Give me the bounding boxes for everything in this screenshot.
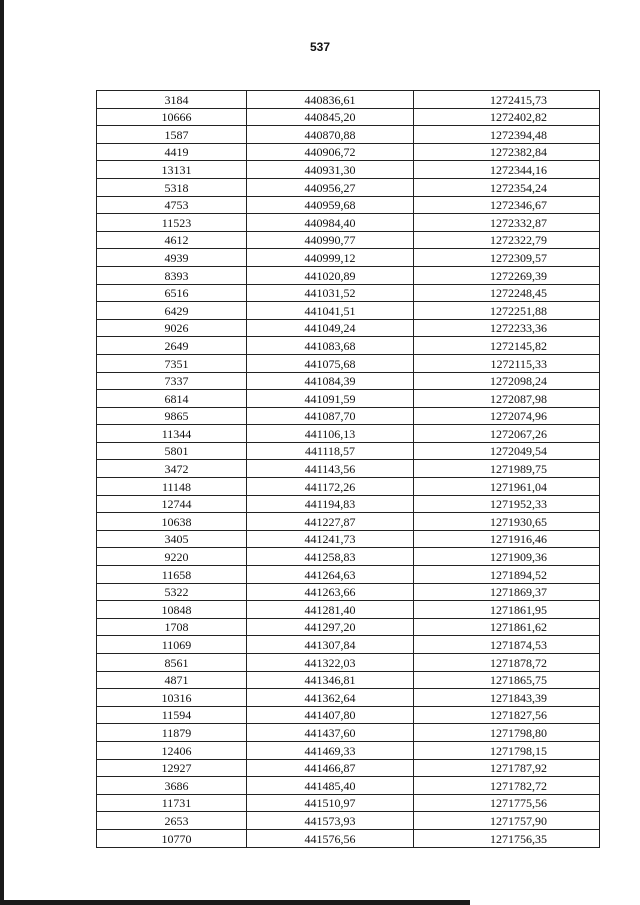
x-coordinate-cell: 441322,03 — [247, 654, 414, 672]
x-coordinate-cell: 440931,30 — [247, 161, 414, 179]
x-coordinate-cell: 441466,87 — [247, 759, 414, 777]
point-id-cell: 11523 — [97, 214, 247, 232]
y-coordinate-cell: 1271787,92 — [414, 759, 600, 777]
point-id-cell: 9865 — [97, 407, 247, 425]
y-coordinate-cell: 1271782,72 — [414, 777, 600, 795]
y-coordinate-cell: 1272415,73 — [414, 91, 600, 109]
point-id-cell: 2649 — [97, 337, 247, 355]
y-coordinate-cell: 1271798,80 — [414, 724, 600, 742]
table-row — [97, 214, 600, 232]
x-coordinate-cell: 441031,52 — [247, 284, 414, 302]
point-id-cell: 6814 — [97, 390, 247, 408]
point-id-cell: 10638 — [97, 513, 247, 531]
table-row — [97, 478, 600, 496]
point-id-cell: 8561 — [97, 654, 247, 672]
page-number: 537 — [309, 40, 331, 54]
y-coordinate-cell: 1271894,52 — [414, 566, 600, 584]
point-id-cell: 1587 — [97, 126, 247, 144]
table-row — [97, 548, 600, 566]
point-id-cell: 9220 — [97, 548, 247, 566]
table-row — [97, 618, 600, 636]
y-coordinate-cell: 1272322,79 — [414, 231, 600, 249]
point-id-cell: 8393 — [97, 266, 247, 284]
point-id-cell: 4753 — [97, 196, 247, 214]
y-coordinate-cell: 1272049,54 — [414, 442, 600, 460]
y-coordinate-cell: 1272382,84 — [414, 143, 600, 161]
point-id-cell: 10316 — [97, 689, 247, 707]
y-coordinate-cell: 1272115,33 — [414, 354, 600, 372]
point-id-cell: 3184 — [97, 91, 247, 109]
x-coordinate-cell: 441576,56 — [247, 829, 414, 847]
table-row — [97, 794, 600, 812]
y-coordinate-cell: 1272074,96 — [414, 407, 600, 425]
y-coordinate-cell: 1271861,95 — [414, 601, 600, 619]
y-coordinate-cell: 1271757,90 — [414, 812, 600, 830]
y-coordinate-cell: 1271909,36 — [414, 548, 600, 566]
point-id-cell: 10848 — [97, 601, 247, 619]
point-id-cell: 4419 — [97, 143, 247, 161]
point-id-cell: 1708 — [97, 618, 247, 636]
x-coordinate-cell: 441227,87 — [247, 513, 414, 531]
table-row — [97, 337, 600, 355]
x-coordinate-cell: 440959,68 — [247, 196, 414, 214]
point-id-cell: 5801 — [97, 442, 247, 460]
x-coordinate-cell: 441020,89 — [247, 266, 414, 284]
point-id-cell: 4871 — [97, 671, 247, 689]
table-row — [97, 513, 600, 531]
x-coordinate-cell: 440870,88 — [247, 126, 414, 144]
x-coordinate-cell: 441087,70 — [247, 407, 414, 425]
y-coordinate-cell: 1272087,98 — [414, 390, 600, 408]
point-id-cell: 3686 — [97, 777, 247, 795]
y-coordinate-cell: 1272346,67 — [414, 196, 600, 214]
point-id-cell: 11594 — [97, 706, 247, 724]
table-row — [97, 126, 600, 144]
x-coordinate-cell: 441437,60 — [247, 724, 414, 742]
point-id-cell: 5322 — [97, 583, 247, 601]
x-coordinate-cell: 441469,33 — [247, 741, 414, 759]
y-coordinate-cell: 1271861,62 — [414, 618, 600, 636]
scan-edge-left — [0, 0, 4, 905]
table-row — [97, 636, 600, 654]
x-coordinate-cell: 441281,40 — [247, 601, 414, 619]
table-row — [97, 601, 600, 619]
y-coordinate-cell: 1272332,87 — [414, 214, 600, 232]
coordinates-table-body — [97, 91, 600, 848]
table-row — [97, 231, 600, 249]
table-row — [97, 777, 600, 795]
y-coordinate-cell: 1272269,39 — [414, 266, 600, 284]
x-coordinate-cell: 441264,63 — [247, 566, 414, 584]
x-coordinate-cell: 441510,97 — [247, 794, 414, 812]
x-coordinate-cell: 441485,40 — [247, 777, 414, 795]
x-coordinate-cell: 440845,20 — [247, 108, 414, 126]
x-coordinate-cell: 441118,57 — [247, 442, 414, 460]
x-coordinate-cell: 441258,83 — [247, 548, 414, 566]
x-coordinate-cell: 441407,80 — [247, 706, 414, 724]
table-row — [97, 530, 600, 548]
x-coordinate-cell: 440956,27 — [247, 178, 414, 196]
coordinates-table — [96, 90, 600, 848]
x-coordinate-cell: 441049,24 — [247, 319, 414, 337]
x-coordinate-cell: 441194,83 — [247, 495, 414, 513]
x-coordinate-cell: 441041,51 — [247, 302, 414, 320]
table-row — [97, 196, 600, 214]
y-coordinate-cell: 1272344,16 — [414, 161, 600, 179]
x-coordinate-cell: 441172,26 — [247, 478, 414, 496]
y-coordinate-cell: 1271961,04 — [414, 478, 600, 496]
point-id-cell: 10770 — [97, 829, 247, 847]
y-coordinate-cell: 1272402,82 — [414, 108, 600, 126]
point-id-cell: 12406 — [97, 741, 247, 759]
x-coordinate-cell: 441362,64 — [247, 689, 414, 707]
table-row — [97, 442, 600, 460]
table-row — [97, 407, 600, 425]
table-row — [97, 689, 600, 707]
point-id-cell: 10666 — [97, 108, 247, 126]
point-id-cell: 13131 — [97, 161, 247, 179]
table-row — [97, 566, 600, 584]
table-row — [97, 495, 600, 513]
table-row — [97, 741, 600, 759]
y-coordinate-cell: 1271865,75 — [414, 671, 600, 689]
table-row — [97, 284, 600, 302]
x-coordinate-cell: 441075,68 — [247, 354, 414, 372]
point-id-cell: 11148 — [97, 478, 247, 496]
point-id-cell: 3472 — [97, 460, 247, 478]
point-id-cell: 7351 — [97, 354, 247, 372]
table-row — [97, 372, 600, 390]
table-row — [97, 178, 600, 196]
point-id-cell: 12744 — [97, 495, 247, 513]
y-coordinate-cell: 1272098,24 — [414, 372, 600, 390]
x-coordinate-cell: 440999,12 — [247, 249, 414, 267]
x-coordinate-cell: 441297,20 — [247, 618, 414, 636]
scan-edge-bottom — [0, 900, 470, 905]
x-coordinate-cell: 441083,68 — [247, 337, 414, 355]
y-coordinate-cell: 1271798,15 — [414, 741, 600, 759]
x-coordinate-cell: 441346,81 — [247, 671, 414, 689]
y-coordinate-cell: 1272067,26 — [414, 425, 600, 443]
point-id-cell: 11731 — [97, 794, 247, 812]
y-coordinate-cell: 1272233,36 — [414, 319, 600, 337]
y-coordinate-cell: 1272248,45 — [414, 284, 600, 302]
table-row — [97, 143, 600, 161]
y-coordinate-cell: 1272354,24 — [414, 178, 600, 196]
point-id-cell: 5318 — [97, 178, 247, 196]
x-coordinate-cell: 441106,13 — [247, 425, 414, 443]
point-id-cell: 4939 — [97, 249, 247, 267]
y-coordinate-cell: 1271843,39 — [414, 689, 600, 707]
point-id-cell: 3405 — [97, 530, 247, 548]
x-coordinate-cell: 441263,66 — [247, 583, 414, 601]
table-row — [97, 460, 600, 478]
y-coordinate-cell: 1271952,33 — [414, 495, 600, 513]
table-row — [97, 249, 600, 267]
table-row — [97, 91, 600, 109]
y-coordinate-cell: 1271756,35 — [414, 829, 600, 847]
table-row — [97, 390, 600, 408]
point-id-cell: 4612 — [97, 231, 247, 249]
point-id-cell: 7337 — [97, 372, 247, 390]
y-coordinate-cell: 1272394,48 — [414, 126, 600, 144]
table-row — [97, 266, 600, 284]
y-coordinate-cell: 1271775,56 — [414, 794, 600, 812]
y-coordinate-cell: 1272145,82 — [414, 337, 600, 355]
x-coordinate-cell: 441307,84 — [247, 636, 414, 654]
point-id-cell: 9026 — [97, 319, 247, 337]
table-row — [97, 759, 600, 777]
y-coordinate-cell: 1271878,72 — [414, 654, 600, 672]
y-coordinate-cell: 1271989,75 — [414, 460, 600, 478]
table-row — [97, 829, 600, 847]
table-row — [97, 724, 600, 742]
x-coordinate-cell: 441091,59 — [247, 390, 414, 408]
table-row — [97, 161, 600, 179]
y-coordinate-cell: 1271827,56 — [414, 706, 600, 724]
x-coordinate-cell: 441573,93 — [247, 812, 414, 830]
point-id-cell: 11879 — [97, 724, 247, 742]
table-row — [97, 706, 600, 724]
x-coordinate-cell: 441241,73 — [247, 530, 414, 548]
x-coordinate-cell: 440906,72 — [247, 143, 414, 161]
point-id-cell: 11658 — [97, 566, 247, 584]
x-coordinate-cell: 440990,77 — [247, 231, 414, 249]
y-coordinate-cell: 1272251,88 — [414, 302, 600, 320]
y-coordinate-cell: 1272309,57 — [414, 249, 600, 267]
point-id-cell: 6429 — [97, 302, 247, 320]
y-coordinate-cell: 1271869,37 — [414, 583, 600, 601]
point-id-cell: 11069 — [97, 636, 247, 654]
point-id-cell: 11344 — [97, 425, 247, 443]
table-row — [97, 654, 600, 672]
y-coordinate-cell: 1271930,65 — [414, 513, 600, 531]
y-coordinate-cell: 1271874,53 — [414, 636, 600, 654]
table-row — [97, 302, 600, 320]
table-row — [97, 671, 600, 689]
table-row — [97, 812, 600, 830]
x-coordinate-cell: 440984,40 — [247, 214, 414, 232]
table-row — [97, 319, 600, 337]
x-coordinate-cell: 441084,39 — [247, 372, 414, 390]
table-row — [97, 425, 600, 443]
point-id-cell: 2653 — [97, 812, 247, 830]
point-id-cell: 6516 — [97, 284, 247, 302]
point-id-cell: 12927 — [97, 759, 247, 777]
y-coordinate-cell: 1271916,46 — [414, 530, 600, 548]
x-coordinate-cell: 441143,56 — [247, 460, 414, 478]
x-coordinate-cell: 440836,61 — [247, 91, 414, 109]
table-row — [97, 108, 600, 126]
table-row — [97, 583, 600, 601]
table-row — [97, 354, 600, 372]
